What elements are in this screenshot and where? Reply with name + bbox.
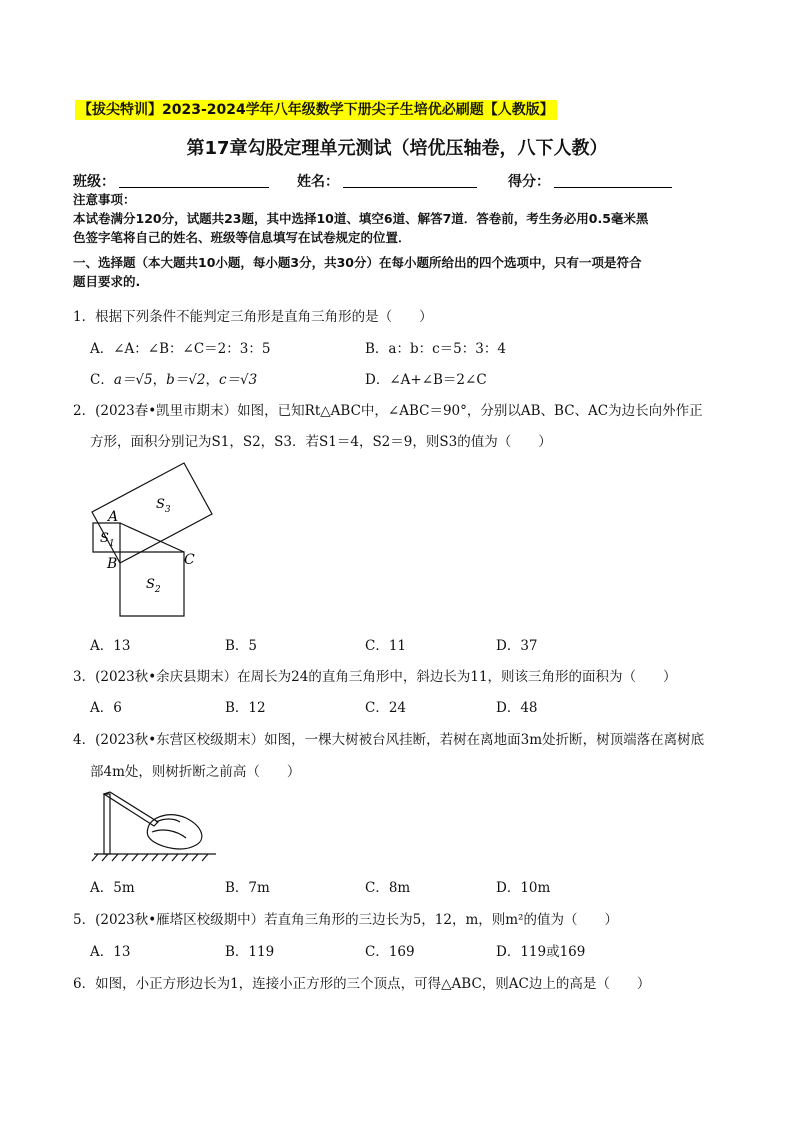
class-label: 班级： — [73, 174, 115, 190]
tree-trunk — [104, 794, 110, 854]
question-4-line-1: 4．(2023秋•东营区校级期末）如图，一棵大树被台风挂断，若树在离地面3m处折断，树顶端落在离树底 — [73, 732, 705, 748]
name-label: 姓名： — [297, 174, 339, 190]
section-heading-line-1: 一、选择题（本大题共10小题，每小题3分，共30分）在每小题所给出的四个选项中，只有一项是符合 — [73, 255, 642, 270]
series-banner: 【拔尖特训】2023-2024学年八年级数学下册尖子生培优必刷题【人教版】 — [75, 100, 557, 120]
vertex-a-label: A — [108, 509, 119, 525]
q1-option-c: C．a＝√5，b＝√2，c＝√3 — [90, 372, 258, 388]
notice-line-2: 色签字笔将自己的姓名、班级等信息填写在试卷规定的位置． — [73, 230, 411, 245]
crown-detail-2 — [156, 819, 180, 822]
q2-option-b: B．5 — [225, 638, 258, 654]
page-title: 第17章勾股定理单元测试（培优压轴卷，八下人教） — [186, 138, 608, 159]
ground-hatching — [92, 854, 208, 861]
score-field — [508, 171, 672, 191]
q5-option-c: C．169 — [365, 944, 415, 960]
q2-option-d: D．37 — [496, 638, 538, 654]
q5-option-b: B．119 — [225, 944, 275, 960]
q2-option-c: C．11 — [365, 638, 407, 654]
notice-heading: 注意事项： — [73, 192, 136, 207]
q1-option-b: B．a：b：c＝5：3：4 — [365, 341, 506, 357]
q3-option-b: B．12 — [225, 700, 266, 716]
s3-label — [156, 497, 171, 515]
q1-option-d: D．∠A+∠B＝2∠C — [365, 372, 487, 388]
q3-option-c: C．24 — [365, 700, 407, 716]
question-4-line-2: 部4m处，则树折断之前高（ ） — [90, 764, 301, 780]
s3-letter: S — [156, 497, 165, 512]
q3-option-d: D．48 — [496, 700, 538, 716]
vertex-c-label: C — [184, 552, 195, 568]
q3-option-a: A．6 — [90, 700, 122, 716]
q5-option-d: D．119或169 — [496, 944, 586, 960]
q1-option-c-b: b＝√2 — [166, 372, 206, 388]
q5-option-a: A．13 — [90, 944, 131, 960]
s2-sub: 2 — [154, 585, 161, 595]
q1-option-c-a: a＝√5 — [113, 372, 153, 388]
q2-option-a: A．13 — [90, 638, 131, 654]
question-6-stem: 6．如图，小正方形边长为1，连接小正方形的三个顶点，可得△ABC，则AC边上的高是（ ） — [73, 976, 651, 992]
q1-option-c-prefix: C． — [90, 372, 114, 388]
s1-letter: S — [100, 531, 109, 546]
q1-option-c-c: c＝√3 — [218, 372, 258, 388]
score-label: 得分： — [508, 174, 550, 190]
section-heading-line-2: 题目要求的. — [73, 274, 141, 289]
question-2-line-2: 方形，面积分别记为S1，S2，S3．若S1＝4，S2＝9，则S3的值为（ ） — [90, 434, 552, 450]
s1-sub: 1 — [108, 539, 115, 549]
broken-branch — [104, 792, 158, 826]
notice-line-1: 本试卷满分120分，试题共23题，其中选择10道、填空6道、解答7道．答卷前，考生务必用0.5毫米黑 — [73, 211, 649, 226]
s3-sub: 3 — [164, 505, 171, 515]
s2-label — [146, 577, 161, 595]
q4-option-b: B．7m — [225, 880, 270, 896]
s2-letter: S — [146, 577, 155, 592]
name-field — [297, 171, 477, 191]
score-blank — [554, 173, 672, 188]
pythagoras-squares-figure — [70, 455, 230, 625]
crown-detail — [152, 830, 186, 838]
question-1-stem: 1．根据下列条件不能判定三角形是直角三角形的是（ ） — [73, 309, 433, 325]
q1-option-a: A．∠A：∠B：∠C＝2：3：5 — [90, 341, 271, 357]
s1-label — [100, 531, 115, 549]
question-3-stem: 3．(2023秋•余庆县期末）在周长为24的直角三角形中，斜边长为11，则该三角形的面积为（ ） — [73, 669, 677, 685]
q4-option-c: C．8m — [365, 880, 411, 896]
broken-tree-figure — [90, 788, 220, 863]
name-blank — [343, 173, 477, 188]
q4-option-a: A．5m — [90, 880, 135, 896]
question-5-stem: 5．(2023秋•雁塔区校级期中）若直角三角形的三边长为5，12，m，则m²的值为（ ） — [73, 912, 618, 928]
hypotenuse-ac — [120, 523, 184, 552]
vertex-b-label: B — [107, 556, 118, 572]
class-blank — [119, 173, 269, 188]
question-2-line-1: 2．(2023春•凯里市期末）如图，已知Rt△ABC中，∠ABC＝90°，分别以AB、BC、AC为边长向外作正 — [73, 403, 703, 419]
q4-option-d: D．10m — [496, 880, 551, 896]
class-field — [73, 171, 269, 191]
